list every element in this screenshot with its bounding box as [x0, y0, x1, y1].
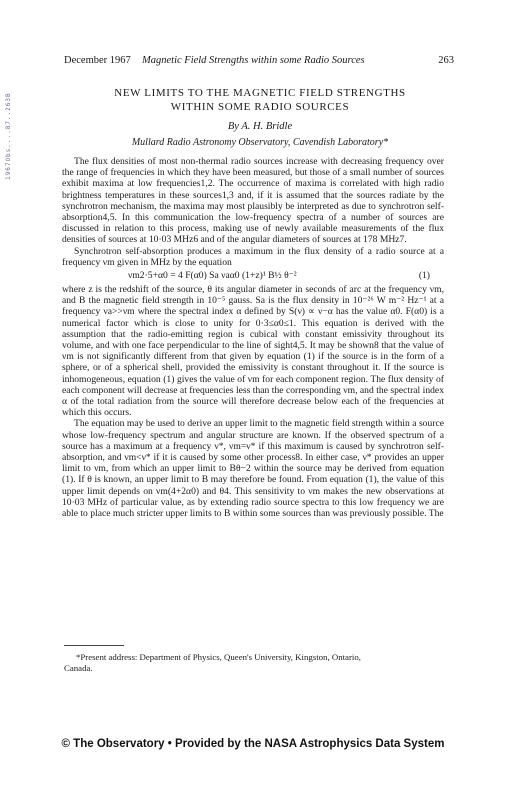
article-body [62, 156, 444, 519]
author-line: By A. H. Bridle [227, 121, 293, 132]
footnote-rule [64, 645, 124, 646]
title-line-1: NEW LIMITS TO THE MAGNETIC FIELD STRENGTHS [114, 87, 406, 99]
page-number: 263 [438, 55, 454, 66]
paragraph-synchrotron: Synchrotron self-absorption produces a maximum in the flux density of a radio source at a frequency νm given in MHz by the equation [62, 245, 444, 268]
title-line-2: WITHIN SOME RADIO SOURCES [170, 101, 350, 113]
equation-number: (1) [418, 270, 430, 282]
affiliation-line: Mullard Radio Astronomy Observatory, Cavendish Laboratory* [131, 137, 389, 148]
footnote-line-2: Canada. [64, 662, 93, 673]
ads-credit-footer: © The Observatory • Provided by the NASA Astrophysics Data System [61, 738, 445, 750]
header-title: Magnetic Field Strengths within some Radio Sources [142, 55, 365, 66]
paragraph-definitions: where z is the redshift of the source, θ its angular diameter in seconds of arc at the frequency νm, and B the magnetic field strength in 10⁻⁵ gauss. Sa is the flux density in 10⁻²⁶ W m⁻² Hz⁻¹ at a frequency νa>>νm where the spectral index α defined by S(ν) ∝ ν−α has the value α0. F(α0) is a numerical factor which is close to unity for 0·3≤α0≤1. This equation is derived with the assumption that the radio-emitting region is cubical with constant emissivity throughout its volume, and with one face perpendicular to the line of sight4,5. It may be shown8 that the value of νm is not significantly different from that given by equation (1) if the source is in the form of a sphere, or of a spherical shell, provided the emissivity is constant throughout it. If the source is inhomogeneous, equation (1) gives the value of νm for each component region. The flux density of each component will decrease at frequencies less than the corresponding νm, and the spectral index α of the total radiation from the source will therefore decrease below each of the frequencies at which this occurs. [62, 284, 444, 419]
equation-text: νm2·5+α0 = 4 F(α0) Sa νaα0 (1+z)¹ B½ θ⁻² [128, 270, 297, 282]
bibcode-stamp: 1967Obs....87..263B [5, 92, 12, 180]
footnote [64, 652, 442, 673]
paragraph-upper-limit: The equation may be used to derive an upper limit to the magnetic field strength within a source whose low-frequency spectrum and angular structure are known. If the observed spectrum of a source has a maximum at a frequency ν*, νm=ν* if this maximum is caused by synchrotron self-absorption, and νm<ν* if it is caused by some other process8. In either case, ν* provides an upper limit to νm, from which an upper limit to Bθ−2 within the source may be derived from equation (1). If θ is known, an upper limit to B may therefore be found. From equation (1), the value of this upper limit depends on νm(4+2α0) and θ4. This sensitivity to νm makes the new observations at 10·03 MHz of particular value, as by extending radio source spectra to this low frequency we are able to place much stricter upper limits to B within some sources than was previously possible. The [62, 418, 444, 520]
header-date: December 1967 [64, 55, 131, 66]
footnote-line-1: *Present address: Department of Physics, Queen's University, Kingston, Ontario, [76, 652, 361, 662]
equation-1 [62, 270, 444, 283]
article-title [70, 86, 450, 114]
paragraph-intro: The flux densities of most non-thermal radio sources increase with decreasing frequency over the range of frequencies in which they have been measured, but those of a small number of sources exhibit maxima at low frequencies1,2. The occurrence of maxima is correlated with high radio brightness temperatures in these sources1,3 and, if it is assumed that the sources radiate by the synchrotron mechanism, the maxima may most plausibly be interpreted as due to synchrotron self-absorption4,5. In this communication the low-frequency spectra of a number of sources are discussed in relation to this process, making use of newly available measurements of the flux densities of sources at 10·03 MHz6 and of the angular diameters of sources at 178 MHz7. [62, 156, 444, 246]
